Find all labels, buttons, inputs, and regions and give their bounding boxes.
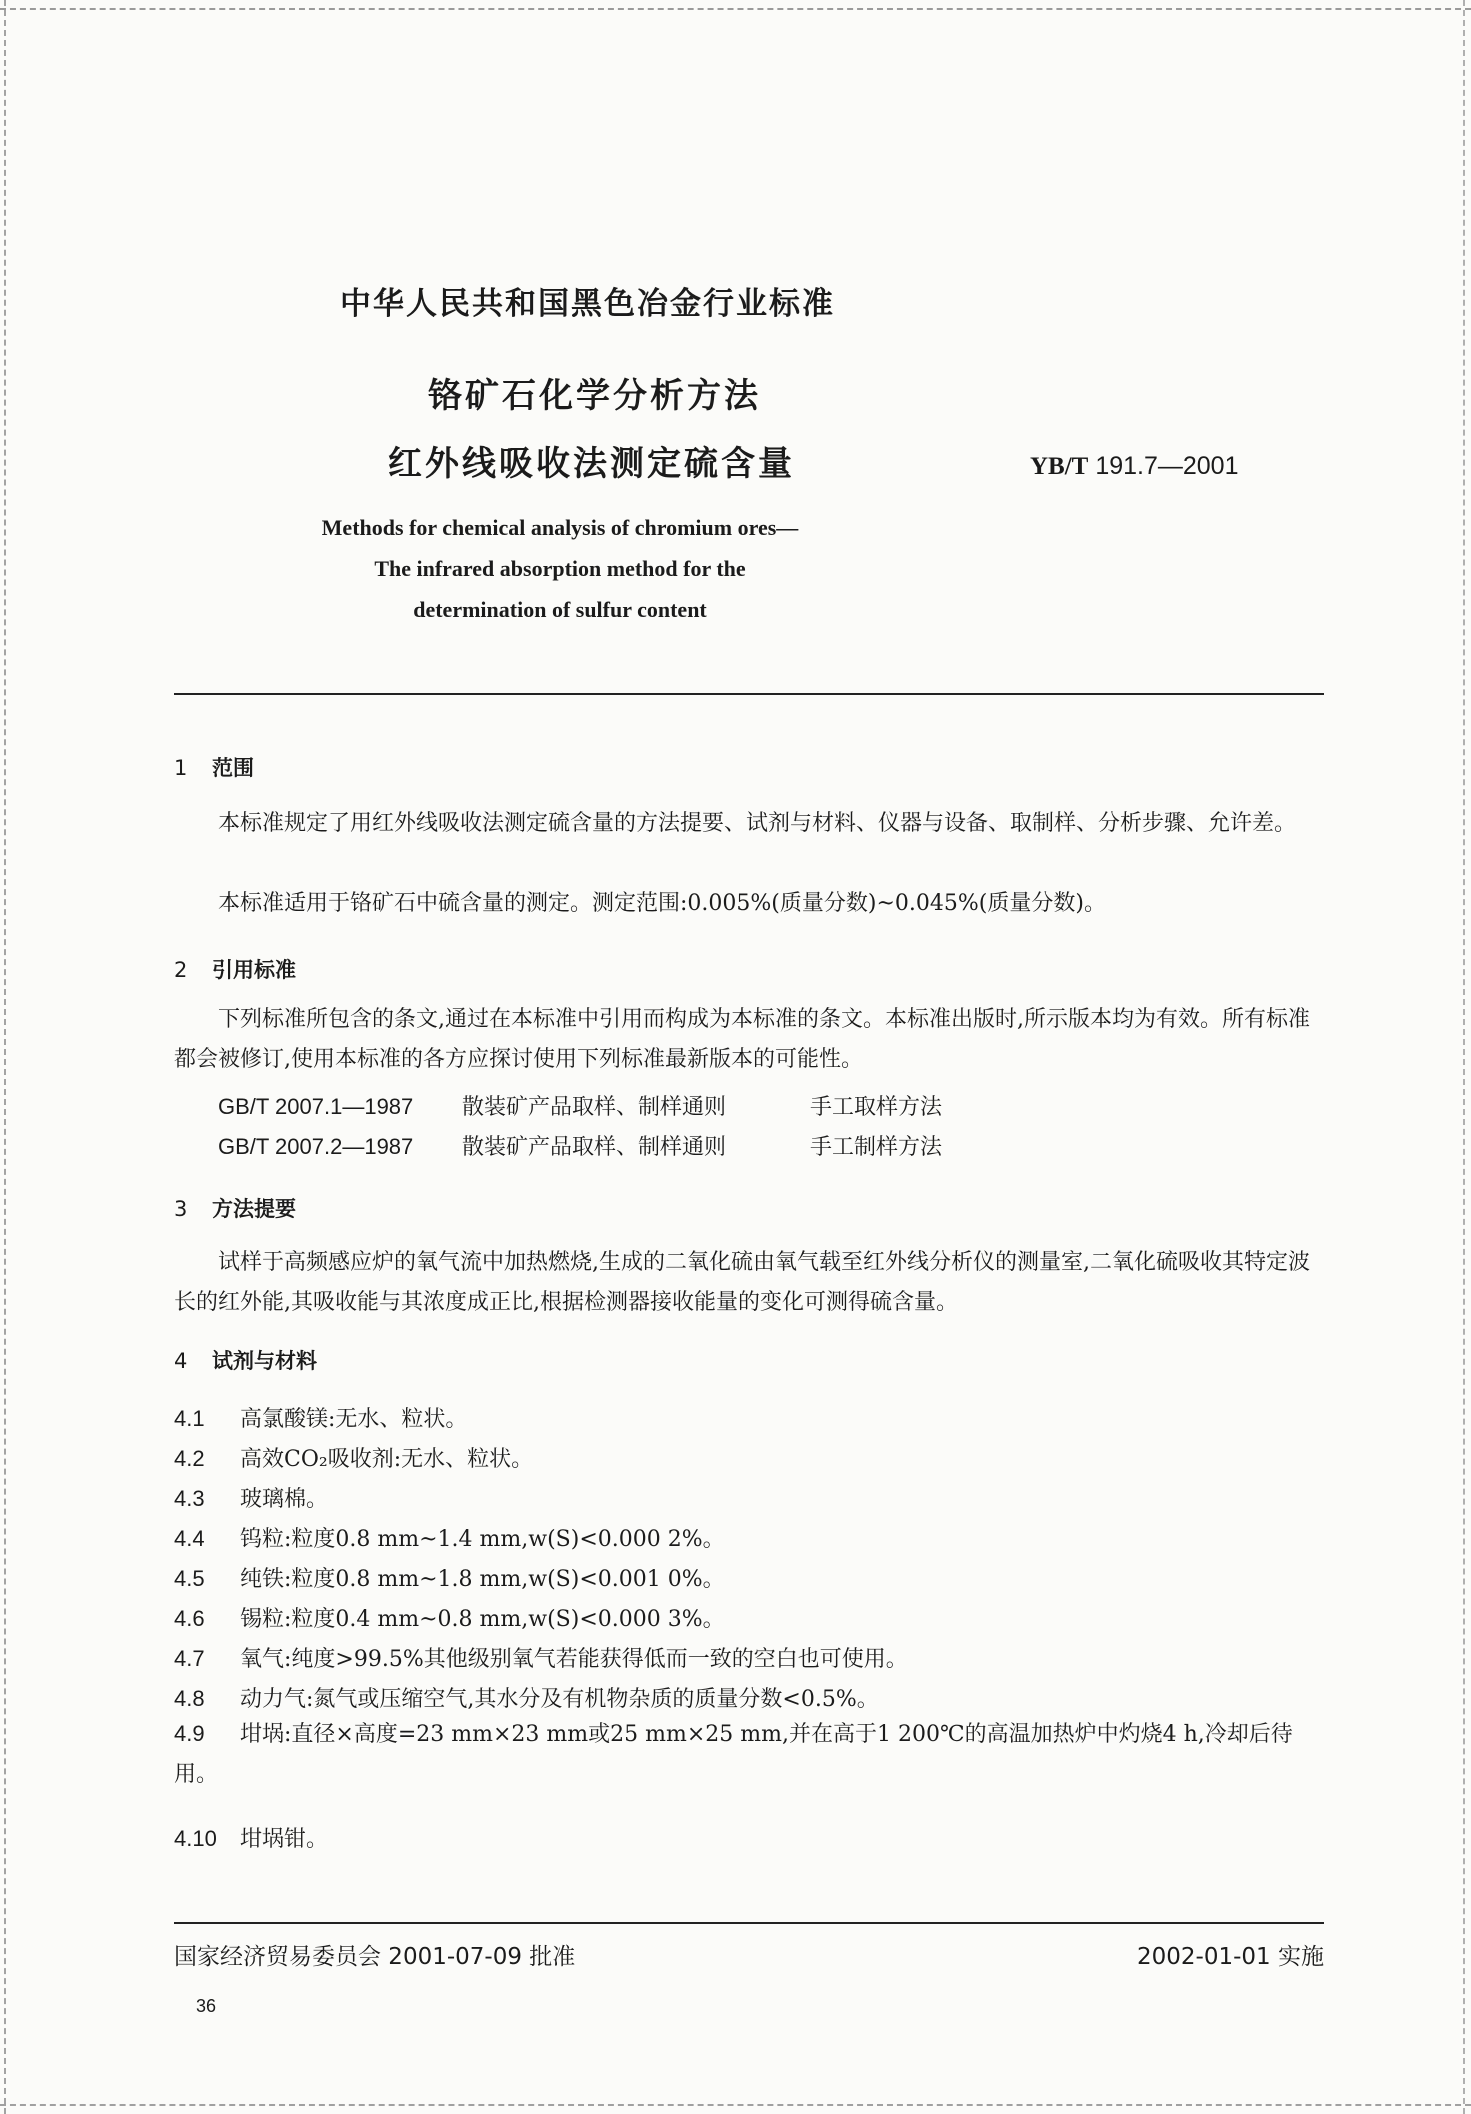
standard-code: 191.7—2001: [1095, 452, 1239, 480]
industry-standard-heading: 中华人民共和国黑色冶金行业标准: [340, 286, 835, 322]
standard-prefix: YB/T: [1030, 453, 1089, 480]
item-text: 氧气:纯度>99.5%其他级别氧气若能获得低而一致的空白也可使用。: [240, 1647, 908, 1672]
section-number: 3: [174, 1197, 188, 1221]
section-number: 4: [174, 1349, 188, 1373]
section-title: 范围: [212, 756, 254, 780]
section-1-heading: [174, 752, 254, 782]
section-1-para-2: 本标准适用于铬矿石中硫含量的测定。测定范围:0.005%(质量分数)~0.045%(质量分数)。: [218, 891, 1106, 916]
item-number: 4.1: [174, 1406, 205, 1431]
scan-edge-top: [0, 8, 1471, 10]
section-1-para-1: 本标准规定了用红外线吸收法测定硫含量的方法提要、试剂与材料、仪器与设备、取制样、分析步骤、允许差。: [218, 811, 1297, 836]
implementation-date: 2002-01-01 实施: [1137, 1944, 1324, 1970]
section-number: 1: [174, 756, 188, 780]
section-title: 引用标准: [212, 958, 296, 982]
section-title: 方法提要: [212, 1197, 296, 1221]
item-text: 高效CO₂吸收剂:无水、粒状。: [240, 1447, 534, 1472]
list-item: [174, 1714, 1324, 1795]
item-number: 4.9: [174, 1721, 205, 1746]
list-item: [174, 1482, 328, 1513]
item-number: 4.7: [174, 1646, 205, 1671]
item-number: 4.3: [174, 1486, 205, 1511]
list-item: [174, 1562, 725, 1593]
item-number: 4.6: [174, 1606, 205, 1631]
english-title-line-2: The infrared absorption method for the: [374, 556, 746, 581]
scan-edge-bottom: [0, 2104, 1471, 2106]
list-item: [174, 1602, 725, 1633]
page-number: 36: [196, 1996, 217, 2016]
section-3-heading: [174, 1193, 296, 1223]
scan-edge-left: [4, 0, 6, 2114]
standard-number: [1030, 452, 1239, 481]
reference-item: [218, 1090, 942, 1121]
list-item: [174, 1822, 328, 1853]
item-text: 纯铁:粒度0.8 mm~1.8 mm,w(S)<0.001 0%。: [240, 1567, 725, 1592]
section-number: 2: [174, 958, 188, 982]
english-title-line-3: determination of sulfur content: [413, 597, 707, 622]
footer-divider: [174, 1922, 1324, 1924]
reference-detail: 手工取样方法: [810, 1095, 943, 1120]
item-number: 4.4: [174, 1526, 205, 1551]
approval-line: 国家经济贸易委员会 2001-07-09 批准: [174, 1944, 576, 1970]
document-title-line-2: 红外线吸收法测定硫含量: [388, 444, 795, 484]
section-3-para-1: 试样于高频感应炉的氧气流中加热燃烧,生成的二氧化硫由氧气载至红外线分析仪的测量室,二氧化硫吸收其特定波长的红外能,其吸收能与其浓度成正比,根据检测器接收能量的变化可测得硫含量。: [174, 1250, 1310, 1315]
english-title-line-1: Methods for chemical analysis of chromium ores—: [321, 515, 799, 540]
document-title-line-1: 铬矿石化学分析方法: [428, 376, 761, 416]
section-title: 试剂与材料: [212, 1349, 317, 1373]
list-item: [174, 1682, 879, 1713]
item-number: 4.5: [174, 1566, 205, 1591]
section-2-para-1: 下列标准所包含的条文,通过在本标准中引用而构成为本标准的条文。本标准出版时,所示版本均为有效。所有标准都会被修订,使用本标准的各方应探讨使用下列标准最新版本的可能性。: [174, 1007, 1310, 1072]
list-item: [174, 1642, 908, 1673]
reference-code: GB/T 2007.2—1987: [218, 1134, 414, 1159]
reference-name: 散装矿产品取样、制样通则: [462, 1135, 727, 1160]
reference-code: GB/T 2007.1—1987: [218, 1094, 414, 1119]
item-number: 4.8: [174, 1686, 205, 1711]
item-number: 4.10: [174, 1826, 217, 1851]
item-text: 坩埚钳。: [240, 1827, 329, 1852]
item-number: 4.2: [174, 1446, 205, 1471]
section-2-heading: [174, 954, 296, 984]
item-text: 钨粒:粒度0.8 mm~1.4 mm,w(S)<0.000 2%。: [240, 1527, 725, 1552]
list-item: [174, 1402, 467, 1433]
list-item: [174, 1522, 725, 1553]
item-text: 玻璃棉。: [240, 1487, 329, 1512]
reference-detail: 手工制样方法: [810, 1135, 943, 1160]
section-4-heading: [174, 1345, 317, 1375]
item-text: 高氯酸镁:无水、粒状。: [240, 1407, 468, 1432]
reference-item: [218, 1130, 942, 1161]
item-text: 坩埚:直径×高度=23 mm×23 mm或25 mm×25 mm,并在高于1 200℃的高温加热炉中灼烧4 h,冷却后待用。: [174, 1722, 1293, 1787]
reference-name: 散装矿产品取样、制样通则: [462, 1095, 727, 1120]
item-text: 锡粒:粒度0.4 mm~0.8 mm,w(S)<0.000 3%。: [240, 1607, 725, 1632]
item-text: 动力气:氮气或压缩空气,其水分及有机物杂质的质量分数<0.5%。: [240, 1687, 879, 1712]
header-divider: [174, 693, 1324, 695]
list-item: [174, 1442, 533, 1473]
